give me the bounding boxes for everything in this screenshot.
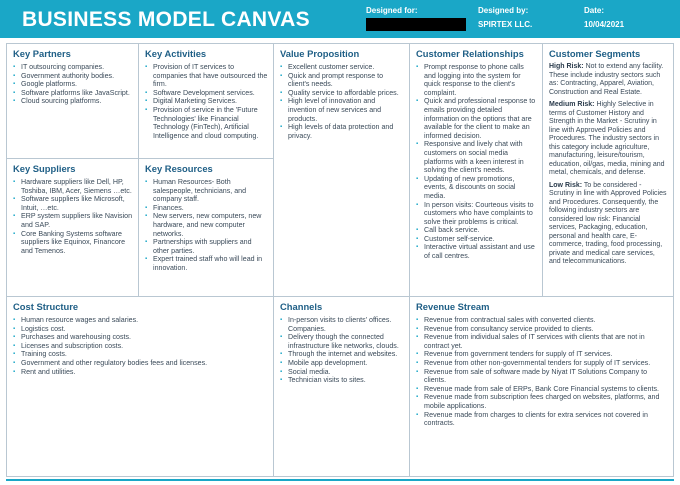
customer-relationships-title: Customer Relationships	[416, 48, 524, 59]
list-item: ▪ Google platforms.	[13, 80, 133, 89]
list-item: ▪ Hardware suppliers like Dell, HP, Toshiba, IBM, Acer, Siemens …etc.	[13, 178, 133, 195]
list-item: ▪ Provision of service in the 'Future Technologies' like Financial Technology (FinTech), Artificial Intelligence and cloud computing.	[145, 106, 268, 140]
list-item: ▪ Excellent customer service.	[280, 63, 404, 72]
medium-risk-text: Highly Selective in terms of Customer History and Strength in the Market - Scrutiny in line with Approved Policies and Procedures. The industry sectors in this category include agriculture, manufacturing, leisure/tourism, education, oil/gas, media, mining and metal, chemicals, and defense.	[549, 101, 665, 176]
designed-by	[478, 6, 532, 30]
list-item: ▪ Human resource wages and salaries.	[13, 316, 268, 325]
low-risk-text: To be considered - Scrutiny in line with Approved Policies and Procedures. Consequently, the following industry sectors are considered low risk: Financial services, Packaging, education, personal and health care, E-commerce, trading, food processing, private and medical care services, and telecommunications.	[549, 181, 667, 265]
value-proposition-block	[273, 43, 410, 297]
list-item: ▪ Provision of IT services to companies that have outsourced the firm.	[145, 63, 268, 89]
list-item: ▪ High level of innovation and invention of new services and products.	[280, 97, 404, 123]
high-risk-text: Not to extend any facility. These include industry sectors such as: Contracting, Apparel, Aviation, Construction and Real Estate.	[549, 63, 664, 96]
list-item: ▪ Revenue made from subscription fees charged on websites, platforms, and mobile applications.	[416, 393, 668, 410]
list-item: ▪ Prompt response to phone calls and logging into the system for quick response to the client's complaint.	[416, 63, 537, 97]
list-item: ▪ Licenses and subscription costs.	[13, 342, 268, 351]
list-item: ▪ In-person visits to clients' offices. Companies.	[280, 316, 404, 333]
date-value: 10/04/2021	[584, 20, 625, 29]
revenue-stream-title: Revenue Stream	[416, 301, 490, 312]
list-item: ▪ Quick and professional response to emails providing detailed information on the options that are available for the client to make an informed decision.	[416, 97, 537, 140]
key-resources-block	[138, 158, 274, 297]
list-item: ▪ Updating of new promotions, events, & discounts on social media.	[416, 175, 537, 201]
list-item: ▪ Expert trained staff who will lead in innovation.	[145, 255, 268, 272]
list-item: ▪ Software Development services.	[145, 89, 268, 98]
list-item: ▪ Quality service to affordable prices.	[280, 89, 404, 98]
list-item: ▪ High levels of data protection and privacy.	[280, 123, 404, 140]
business-model-canvas	[6, 43, 674, 477]
list-item: ▪ Interactive virtual assistant and use of call centres.	[416, 243, 537, 260]
key-resources-list	[145, 178, 268, 273]
key-activities-block	[138, 43, 274, 159]
key-resources-title: Key Resources	[145, 163, 213, 174]
value-proposition-title: Value Proposition	[280, 48, 360, 59]
list-item: ▪ Revenue from government tenders for supply of IT services.	[416, 350, 668, 359]
key-partners-list	[13, 63, 133, 106]
channels-block	[273, 296, 410, 477]
cost-structure-list	[13, 316, 268, 376]
channels-list	[280, 316, 404, 385]
list-item: ▪ IT outsourcing companies.	[13, 63, 133, 72]
list-item: ▪ Delivery though the connected infrastructure like networks, clouds.	[280, 333, 404, 350]
value-proposition-list	[280, 63, 404, 140]
list-item: ▪ Revenue made from charges to clients for extra services not covered in contracts.	[416, 411, 668, 428]
cost-structure-block	[6, 296, 274, 477]
list-item: ▪ Revenue from other non-governmental tenders for supply of IT services.	[416, 359, 668, 368]
customer-segments-block	[542, 43, 674, 297]
list-item: ▪ Revenue from contractual sales with converted clients.	[416, 316, 668, 325]
list-item: ▪ Mobile app development.	[280, 359, 404, 368]
high-risk-paragraph	[549, 63, 668, 97]
list-item: ▪ Finances.	[145, 204, 268, 213]
page-title: BUSINESS MODEL CANVAS	[22, 8, 310, 31]
list-item: ▪ Training costs.	[13, 350, 268, 359]
list-item: ▪ Logistics cost.	[13, 325, 268, 334]
footer-divider	[6, 479, 674, 481]
list-item: ▪ Digital Marketing Services.	[145, 97, 268, 106]
redacted-box	[366, 18, 466, 31]
list-item: ▪ Purchases and warehousing costs.	[13, 333, 268, 342]
list-item: ▪ Core Banking Systems software suppliers like Equinox, Financore and Temenos.	[13, 230, 133, 256]
key-activities-title: Key Activities	[145, 48, 207, 59]
key-partners-title: Key Partners	[13, 48, 71, 59]
list-item: ▪ Responsive and lively chat with customers on social media platforms with a keen interest in solving the client's needs.	[416, 140, 537, 174]
designed-for-label: Designed for:	[366, 6, 418, 15]
medium-risk-paragraph	[549, 101, 668, 178]
list-item: ▪ Rent and utilities.	[13, 368, 268, 377]
customer-segments-title: Customer Segments	[549, 48, 641, 59]
list-item: ▪ Revenue from sale of software made by Niyat IT Solutions Company to clients.	[416, 368, 668, 385]
key-suppliers-title: Key Suppliers	[13, 163, 76, 174]
key-suppliers-list	[13, 178, 133, 255]
list-item: ▪ Call back service.	[416, 226, 537, 235]
designed-by-label: Designed by:	[478, 6, 529, 15]
low-risk-label: Low Risk:	[549, 181, 583, 189]
list-item: ▪ Software platforms like JavaScript.	[13, 89, 133, 98]
list-item: ▪ Technician visits to sites.	[280, 376, 404, 385]
designed-for	[366, 6, 466, 31]
cost-structure-title: Cost Structure	[13, 301, 79, 312]
key-activities-list	[145, 63, 268, 140]
customer-relationships-block	[409, 43, 543, 297]
date-label: Date:	[584, 6, 605, 15]
list-item: ▪ Human Resources- Both salespeople, technicians, and company staff.	[145, 178, 268, 204]
key-suppliers-block	[6, 158, 139, 297]
header-banner	[0, 0, 680, 38]
list-item: ▪ Revenue from consultancy service provided to clients.	[416, 325, 668, 334]
medium-risk-label: Medium Risk:	[549, 101, 595, 108]
list-item: ▪ In person visits: Courteous visits to customers who have complaints to solve their problems is critical.	[416, 201, 537, 227]
list-item: ▪ Social media.	[280, 368, 404, 377]
list-item: ▪ Customer self-service.	[416, 235, 537, 244]
revenue-stream-block	[409, 296, 674, 477]
list-item: ▪ Through the internet and websites.	[280, 350, 404, 359]
channels-title: Channels	[280, 301, 323, 312]
high-risk-label: High Risk:	[549, 63, 584, 70]
list-item: ▪ Software suppliers like Microsoft, Intuit, …etc.	[13, 195, 133, 212]
customer-relationships-list	[416, 63, 537, 261]
key-partners-block	[6, 43, 139, 159]
list-item: ▪ Cloud sourcing platforms.	[13, 97, 133, 106]
list-item: ▪ Government and other regulatory bodies fees and licenses.	[13, 359, 268, 368]
list-item: ▪ New servers, new computers, new hardware, and new computer networks.	[145, 212, 268, 238]
list-item: ▪ Revenue made from sale of ERPs, Bank Core Financial systems to clients.	[416, 385, 668, 394]
revenue-stream-list	[416, 316, 668, 428]
list-item: ▪ Government authority bodies.	[13, 72, 133, 81]
designed-by-value: SPIRTEX LLC.	[478, 20, 533, 29]
list-item: ▪ Partnerships with suppliers and other parties.	[145, 238, 268, 255]
low-risk-paragraph	[549, 182, 668, 267]
list-item: ▪ Quick and prompt response to client's needs.	[280, 72, 404, 89]
list-item: ▪ Revenue from individual sales of IT services with clients that are not in contract yet.	[416, 333, 668, 350]
list-item: ▪ ERP system suppliers like Navision and SAP.	[13, 212, 133, 229]
date	[584, 6, 624, 30]
